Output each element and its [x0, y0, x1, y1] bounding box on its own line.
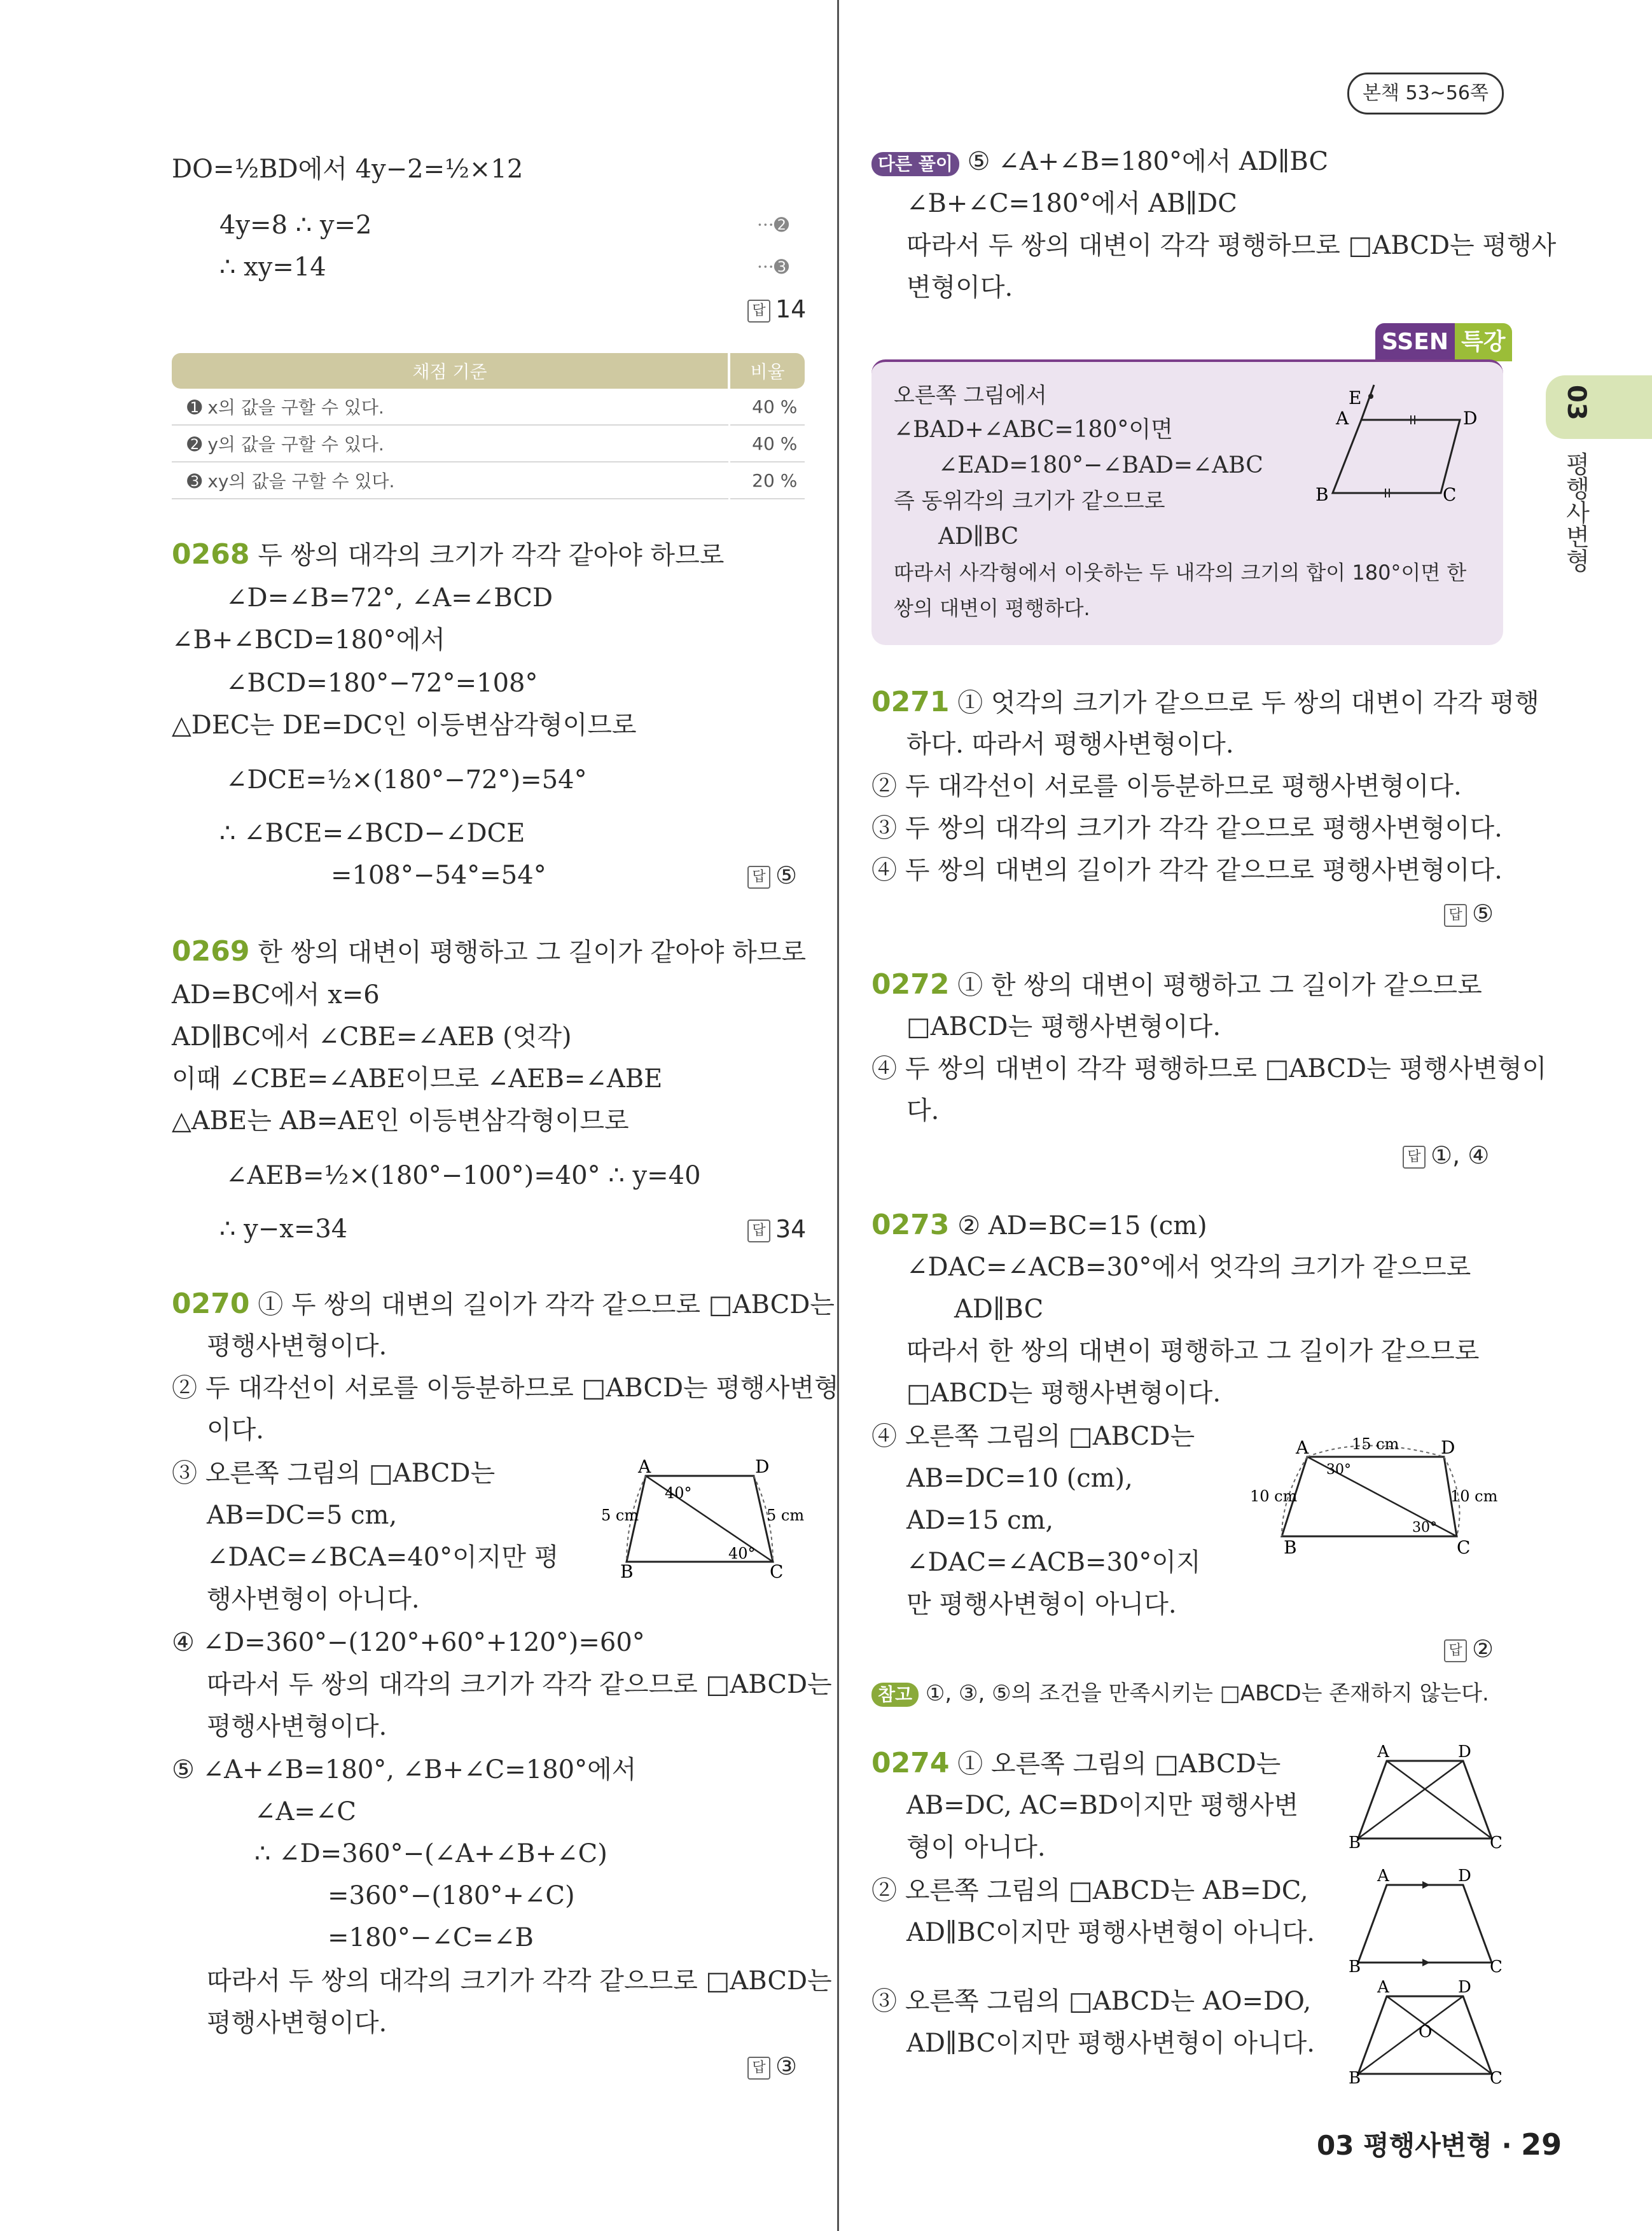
vertex-label: B	[1284, 1537, 1297, 1555]
solution-line: 따라서 한 쌍의 대변이 평행하고 그 길이가 같으므로	[906, 1337, 1480, 1366]
solution-line: ∠DAC=∠ACB=30°에서 엇각의 크기가 같으므로	[906, 1253, 1471, 1282]
score-criterion: ➋ y의 값을 구할 수 있다.	[172, 425, 729, 462]
solution-line: 변형이다.	[906, 273, 1013, 302]
answer-icon: 답	[1403, 1146, 1426, 1169]
vertex-label: B	[1349, 2069, 1361, 2087]
page-number: 29	[1521, 2127, 1562, 2162]
solution-line: AD∥BC이지만 평행사변형이 아니다.	[906, 1918, 1315, 1947]
step-marker: ···➌	[757, 256, 789, 277]
problem-text: 두 쌍의 대각의 크기가 각각 같아야 하므로	[258, 541, 725, 570]
side-label: 10 cm	[1250, 1487, 1298, 1505]
solution-line: ∴ y−x=34	[219, 1214, 348, 1244]
vertex-label: C	[1490, 1833, 1503, 1851]
answer-line	[747, 2050, 797, 2083]
vertex-label: B	[1349, 1833, 1361, 1851]
solution-line: 만 평행사변형이 아니다.	[906, 1590, 1177, 1619]
answer-value: ⑤	[1472, 900, 1494, 928]
table-row	[172, 462, 805, 499]
angle-label: 30°	[1412, 1520, 1437, 1536]
ssen-line: 쌍의 대변이 평행하다.	[894, 596, 1090, 620]
solution-line: ② 오른쪽 그림의 □ABCD는 AB=DC,	[871, 1876, 1308, 1905]
ssen-label: SSEN	[1375, 323, 1455, 361]
solution-line: ③ 오른쪽 그림의 □ABCD는	[172, 1459, 496, 1488]
vertex-label: D	[1441, 1437, 1455, 1458]
vertex-label: D	[1458, 1743, 1471, 1762]
note-line	[871, 1677, 1489, 1710]
intro-line: 4y=8 ∴ y=2	[219, 211, 372, 240]
problem-text: ① 한 쌍의 대변이 평행하고 그 길이가 같으므로	[957, 971, 1482, 1000]
problem-number: 0270	[172, 1288, 250, 1320]
answer-icon: 답	[747, 1220, 770, 1242]
ssen-tag	[1375, 323, 1512, 361]
answer-line	[747, 1213, 806, 1246]
ssen-line: ∠BAD+∠ABC=180°이면	[894, 417, 1173, 443]
answer-line	[747, 293, 806, 326]
vertex-label: D	[1458, 1867, 1471, 1886]
problem-text: 한 쌍의 대변이 평행하고 그 길이가 같아야 하므로	[258, 938, 806, 967]
step-marker: ···➋	[757, 214, 789, 235]
problem-text: ① 엇각의 크기가 같으므로 두 쌍의 대변이 각각 평행	[957, 688, 1539, 718]
answer-value: 14	[775, 295, 807, 323]
vertex-label: D	[1463, 408, 1478, 429]
solution-line: AD=15 cm,	[906, 1506, 1054, 1535]
ssen-line: 즉 동위각의 크기가 같으므로	[894, 489, 1165, 514]
solution-line: □ABCD는 평행사변형이다.	[906, 1012, 1221, 1041]
solution-line: 따라서 두 쌍의 대변이 각각 평행하므로 □ABCD는 평행사	[906, 231, 1557, 260]
chapter-tab-number: 03	[1562, 385, 1591, 420]
solution-line: AB=DC=10 (cm),	[906, 1464, 1133, 1493]
vertex-label: C	[1490, 2069, 1503, 2087]
intro-line: ∴ xy=14	[219, 253, 326, 282]
vertex-label: A	[1296, 1437, 1309, 1458]
vertex-label: A	[1377, 1743, 1389, 1762]
footer-chapter: 03 평행사변형	[1317, 2130, 1492, 2161]
note-text: ①, ③, ⑤의 조건을 만족시키는 □ABCD는 존재하지 않는다.	[925, 1681, 1489, 1706]
problem-text: ① 오른쪽 그림의 □ABCD는	[957, 1749, 1281, 1779]
solution-line: AD∥BC에서 ∠CBE=∠AEB (엇각)	[172, 1022, 572, 1052]
solution-line: =180°−∠C=∠B	[328, 1923, 534, 1952]
vertex-label: B	[1315, 484, 1329, 505]
side-label: 5 cm	[601, 1506, 639, 1524]
solution-line: AD=BC에서 x=6	[172, 980, 380, 1010]
vertex-label: B	[620, 1561, 634, 1582]
table-row	[172, 389, 805, 425]
angle-label: 40°	[728, 1545, 756, 1562]
solution-line: ③ 두 쌍의 대각의 크기가 각각 같으므로 평행사변형이다.	[871, 814, 1503, 843]
isosceles-trapezoid-figure-1	[1342, 1743, 1508, 1851]
problem-text: ① 두 쌍의 대변의 길이가 각각 같으므로 □ABCD는	[258, 1290, 835, 1319]
scoring-table	[172, 353, 805, 499]
solution-line: 평행사변형이다.	[207, 2008, 387, 2038]
column-divider	[837, 0, 839, 2231]
problem-0269	[172, 935, 806, 969]
solution-line: ∠A=∠C	[254, 1797, 357, 1826]
isosceles-trapezoid-figure-3	[1342, 1978, 1508, 2087]
side-label: 5 cm	[767, 1506, 805, 1524]
solution-line: ② 두 대각선이 서로를 이등분하므로 □ABCD는 평행사변형	[172, 1373, 839, 1403]
ssen-line: AD∥BC	[938, 524, 1019, 550]
vertex-label: E	[1349, 387, 1362, 408]
answer-value: ⑤	[775, 861, 798, 889]
solution-line: 행사변형이 아니다.	[207, 1585, 420, 1614]
problem-number: 0271	[871, 686, 950, 718]
solution-line: □ABCD는 평행사변형이다.	[906, 1379, 1221, 1408]
solution-line: ∠B+∠BCD=180°에서	[172, 625, 445, 655]
answer-line	[1444, 1632, 1494, 1665]
problem-text: ② AD=BC=15 (cm)	[957, 1211, 1207, 1241]
table-row	[172, 425, 805, 462]
answer-icon: 답	[747, 300, 770, 323]
solution-line: 하다. 따라서 평행사변형이다.	[906, 730, 1234, 759]
solution-line: 형이 아니다.	[906, 1833, 1046, 1862]
vertex-label: D	[1458, 1978, 1471, 1997]
page-footer	[1317, 2125, 1562, 2163]
answer-value: ②	[1472, 1635, 1494, 1663]
answer-value: 34	[775, 1215, 807, 1243]
problem-0271	[871, 686, 1539, 719]
problem-0273	[871, 1209, 1207, 1242]
solution-line: ∠D=∠B=72°, ∠A=∠BCD	[226, 583, 553, 613]
score-ratio: 20 %	[729, 462, 805, 499]
vertex-label: D	[755, 1457, 770, 1477]
alt-solution-tag: 다른 풀이	[871, 152, 959, 176]
score-ratio: 40 %	[729, 389, 805, 425]
solution-line: AD∥BC	[954, 1295, 1044, 1324]
solution-line: =108°−54°=54°	[331, 861, 546, 890]
quadrilateral-figure-0273	[1250, 1428, 1504, 1555]
solution-line: AB=DC, AC=BD이지만 평행사변	[906, 1791, 1299, 1820]
problem-0272	[871, 968, 1482, 1002]
vertex-label: B	[1349, 1957, 1361, 1975]
answer-value: ③	[775, 2052, 798, 2080]
angle-label: 30°	[1326, 1462, 1351, 1478]
solution-line: ④ 두 쌍의 대변의 길이가 각각 같으므로 평행사변형이다.	[871, 856, 1503, 885]
score-header-ratio: 비율	[729, 353, 805, 389]
answer-icon: 답	[1444, 1639, 1467, 1662]
solution-line: AD∥BC이지만 평행사변형이 아니다.	[906, 2029, 1315, 2058]
vertex-label: A	[1377, 1978, 1389, 1997]
answer-icon: 답	[1444, 904, 1467, 927]
vertex-label: C	[1490, 1957, 1503, 1975]
score-criterion: ➌ xy의 값을 구할 수 있다.	[172, 462, 729, 499]
solution-line: ∴ ∠D=360°−(∠A+∠B+∠C)	[254, 1839, 607, 1868]
solution-line: ③ 오른쪽 그림의 □ABCD는 AO=DO,	[871, 1987, 1312, 2016]
solution-line: ∠AEB=½×(180°−100°)=40° ∴ y=40	[226, 1161, 701, 1190]
solution-line: ④ ∠D=360°−(120°+60°+120°)=60°	[172, 1628, 645, 1657]
solution-line: ∠B+∠C=180°에서 AB∥DC	[906, 189, 1237, 218]
solution-line: △DEC는 DE=DC인 이등변삼각형이므로	[172, 711, 637, 740]
answer-icon: 답	[747, 2057, 770, 2080]
solution-line: 이다.	[207, 1415, 264, 1445]
solution-line: AB=DC=5 cm,	[207, 1501, 398, 1530]
solution-line: ∠DAC=∠ACB=30°이지	[906, 1548, 1201, 1577]
solution-line: 평행사변형이다.	[207, 1712, 387, 1741]
score-criterion: ➊ x의 값을 구할 수 있다.	[172, 389, 729, 425]
problem-0274	[871, 1747, 1281, 1781]
ssen-label: 특강	[1455, 323, 1512, 361]
answer-line	[1444, 897, 1494, 930]
alt-solution	[871, 145, 1328, 178]
vertex-label: O	[1419, 2022, 1433, 2041]
isosceles-trapezoid-figure-2	[1342, 1867, 1508, 1975]
solution-line: 평행사변형이다.	[207, 1331, 387, 1361]
solution-line: ∠DCE=½×(180°−72°)=54°	[226, 765, 587, 795]
footer-separator: ·	[1501, 2130, 1512, 2161]
solution-line: ⑤ ∠A+∠B=180°에서 AD∥BC	[967, 147, 1329, 176]
side-label: 15 cm	[1352, 1435, 1399, 1453]
vertex-label: C	[1443, 484, 1457, 505]
problem-0268	[172, 538, 724, 572]
vertex-label: A	[638, 1457, 651, 1477]
angle-label: 40°	[665, 1484, 692, 1502]
solution-line: ∠BCD=180°−72°=108°	[226, 669, 538, 698]
problem-0270	[172, 1288, 835, 1321]
problem-number: 0274	[871, 1747, 950, 1779]
vertex-label: A	[1336, 408, 1349, 429]
score-ratio: 40 %	[729, 425, 805, 462]
ssen-line: 오른쪽 그림에서	[894, 383, 1047, 408]
problem-number: 0272	[871, 968, 950, 1001]
solution-line: 따라서 두 쌍의 대각의 크기가 각각 같으므로 □ABCD는	[207, 1966, 832, 1996]
solution-line: △ABE는 AB=AE인 이등변삼각형이므로	[172, 1106, 629, 1136]
answer-value: ①, ④	[1431, 1141, 1490, 1169]
book-reference: 본책 53~56쪽	[1347, 73, 1504, 115]
ssen-line: ∠EAD=180°−∠BAD=∠ABC	[938, 452, 1263, 478]
problem-number: 0273	[871, 1209, 950, 1241]
solution-line: ④ 오른쪽 그림의 □ABCD는	[871, 1422, 1195, 1451]
intro-line: DO=½BD에서 4y−2=½×12	[172, 155, 524, 184]
solution-line: ⑤ ∠A+∠B=180°, ∠B+∠C=180°에서	[172, 1755, 637, 1784]
solution-line: 이때 ∠CBE=∠ABE이므로 ∠AEB=∠ABE	[172, 1064, 663, 1094]
solution-line: ④ 두 쌍의 대변이 각각 평행하므로 □ABCD는 평행사변형이	[871, 1054, 1547, 1083]
answer-line	[747, 859, 797, 892]
solution-line: ∠DAC=∠BCA=40°이지만 평	[207, 1543, 559, 1572]
ssen-line: 따라서 사각형에서 이웃하는 두 내각의 크기의 합이 180°이면 한	[894, 560, 1467, 585]
problem-number: 0268	[172, 538, 250, 571]
problem-number: 0269	[172, 935, 250, 968]
vertex-label: C	[1457, 1537, 1471, 1555]
vertex-label: C	[770, 1561, 784, 1582]
trapezoid-figure-0270	[601, 1457, 811, 1584]
note-tag: 참고	[871, 1683, 919, 1707]
solution-line: 다.	[906, 1096, 940, 1125]
chapter-tab-title: 평행사변형	[1562, 452, 1590, 573]
solution-line: 따라서 두 쌍의 대각의 크기가 각각 같으므로 □ABCD는	[207, 1670, 832, 1699]
solution-line: ② 두 대각선이 서로를 이등분하므로 평행사변형이다.	[871, 772, 1462, 801]
score-header-criterion: 채점 기준	[172, 353, 729, 389]
parallelogram-figure-ssen	[1310, 379, 1495, 506]
answer-line	[1403, 1139, 1489, 1172]
solution-line: =360°−(180°+∠C)	[328, 1881, 575, 1910]
side-label: 10 cm	[1450, 1487, 1498, 1505]
solution-line: ∴ ∠BCE=∠BCD−∠DCE	[219, 819, 525, 848]
answer-icon: 답	[747, 866, 770, 889]
vertex-label: A	[1377, 1867, 1389, 1886]
